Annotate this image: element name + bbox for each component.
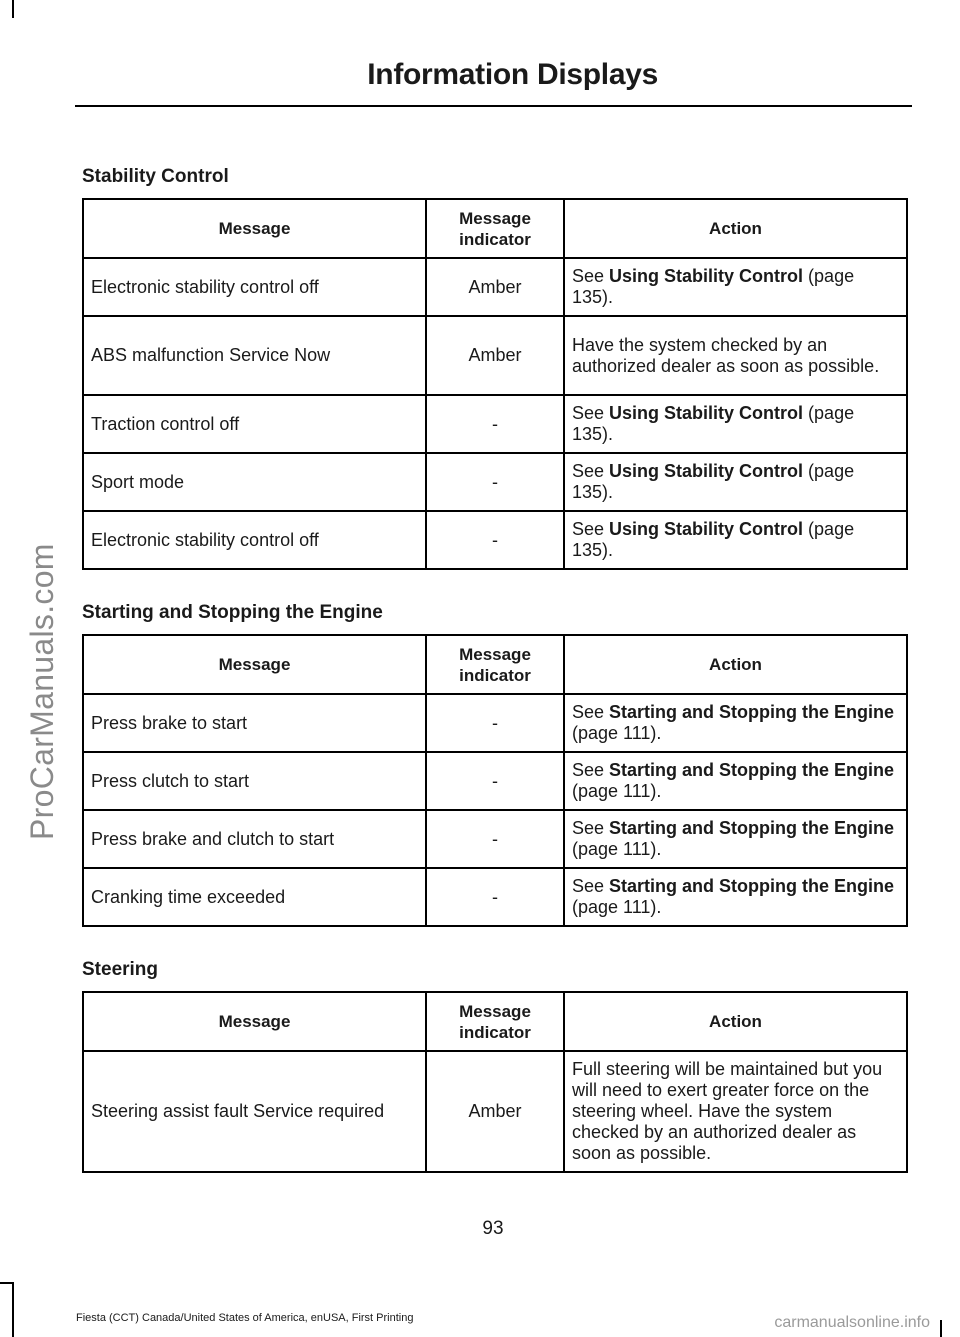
page-number: 93 xyxy=(482,1218,504,1239)
cross-reference: Using Stability Control xyxy=(609,266,804,286)
indicator-cell: Amber xyxy=(426,316,564,395)
side-watermark: ProCarManuals.com xyxy=(24,543,60,840)
message-cell: Traction control off xyxy=(83,395,426,453)
action-cell: Have the system checked by an authorized dealer as soon as possible. xyxy=(564,316,907,395)
section-title-starting-stopping: Starting and Stopping the Engine xyxy=(82,602,383,623)
indicator-cell: Amber xyxy=(426,1051,564,1172)
footer-watermark: carmanualsonline.info xyxy=(774,1314,930,1331)
indicator-cell: - xyxy=(426,752,564,810)
table-row xyxy=(83,810,907,868)
table-row xyxy=(83,316,907,395)
crop-mark-bottom-left xyxy=(12,1282,14,1337)
crop-mark-bottom-left-h xyxy=(0,1282,14,1284)
column-header-indicator: Message indicator xyxy=(426,635,564,694)
column-header-action: Action xyxy=(564,992,907,1051)
action-cell: See Starting and Stopping the Engine (page 111). xyxy=(564,810,907,868)
indicator-cell: - xyxy=(426,453,564,511)
indicator-cell: - xyxy=(426,511,564,569)
message-cell: Sport mode xyxy=(83,453,426,511)
indicator-cell: - xyxy=(426,868,564,926)
cross-reference: Starting and Stopping the Engine xyxy=(609,702,895,722)
header-rule xyxy=(75,105,912,107)
action-cell: See Using Stability Control (page 135). xyxy=(564,395,907,453)
message-cell: Press brake to start xyxy=(83,694,426,752)
table-row xyxy=(83,752,907,810)
message-cell: Steering assist fault Service required xyxy=(83,1051,426,1172)
section-title-stability: Stability Control xyxy=(82,166,229,187)
column-header-action: Action xyxy=(564,635,907,694)
table-row xyxy=(83,868,907,926)
action-cell: See Using Stability Control (page 135). xyxy=(564,453,907,511)
table-row xyxy=(83,395,907,453)
table-stability-control xyxy=(82,198,908,570)
column-header-indicator: Message indicator xyxy=(426,199,564,258)
cross-reference: Using Stability Control xyxy=(609,519,804,539)
crop-mark-top-left xyxy=(12,0,14,18)
cross-reference: Starting and Stopping the Engine xyxy=(609,818,895,838)
table-header-row xyxy=(83,992,907,1051)
message-cell: Electronic stability control off xyxy=(83,511,426,569)
table-row xyxy=(83,511,907,569)
indicator-cell: - xyxy=(426,810,564,868)
table-header-row xyxy=(83,635,907,694)
section-title-steering: Steering xyxy=(82,959,159,980)
cross-reference: Starting and Stopping the Engine xyxy=(609,760,895,780)
action-cell: See Starting and Stopping the Engine (page 111). xyxy=(564,752,907,810)
indicator-cell: - xyxy=(426,694,564,752)
table-row xyxy=(83,694,907,752)
crop-mark-bottom-right xyxy=(940,1320,942,1337)
message-cell: Press brake and clutch to start xyxy=(83,810,426,868)
message-cell: ABS malfunction Service Now xyxy=(83,316,426,395)
table-row xyxy=(83,1051,907,1172)
action-cell: See Using Stability Control (page 135). xyxy=(564,511,907,569)
action-cell: See Using Stability Control (page 135). xyxy=(564,258,907,316)
indicator-cell: Amber xyxy=(426,258,564,316)
message-cell: Electronic stability control off xyxy=(83,258,426,316)
column-header-message: Message xyxy=(83,635,426,694)
column-header-action: Action xyxy=(564,199,907,258)
message-cell: Cranking time exceeded xyxy=(83,868,426,926)
column-header-message: Message xyxy=(83,992,426,1051)
footer-edition-text: Fiesta (CCT) Canada/United States of America, enUSA, First Printing xyxy=(76,1312,414,1324)
action-cell: Full steering will be maintained but you will need to exert greater force on the steering wheel. Have the system checked by an authorized dealer as soon as possible. xyxy=(564,1051,907,1172)
cross-reference: Using Stability Control xyxy=(609,461,804,481)
table-starting-stopping-engine xyxy=(82,634,908,927)
message-cell: Press clutch to start xyxy=(83,752,426,810)
cross-reference: Starting and Stopping the Engine xyxy=(609,876,895,896)
action-cell: See Starting and Stopping the Engine (page 111). xyxy=(564,868,907,926)
column-header-message: Message xyxy=(83,199,426,258)
cross-reference: Using Stability Control xyxy=(609,403,804,423)
table-row xyxy=(83,258,907,316)
action-cell: See Starting and Stopping the Engine (page 111). xyxy=(564,694,907,752)
indicator-cell: - xyxy=(426,395,564,453)
table-steering xyxy=(82,991,908,1173)
table-header-row xyxy=(83,199,907,258)
table-row xyxy=(83,453,907,511)
page-title: Information Displays xyxy=(367,58,658,91)
column-header-indicator: Message indicator xyxy=(426,992,564,1051)
